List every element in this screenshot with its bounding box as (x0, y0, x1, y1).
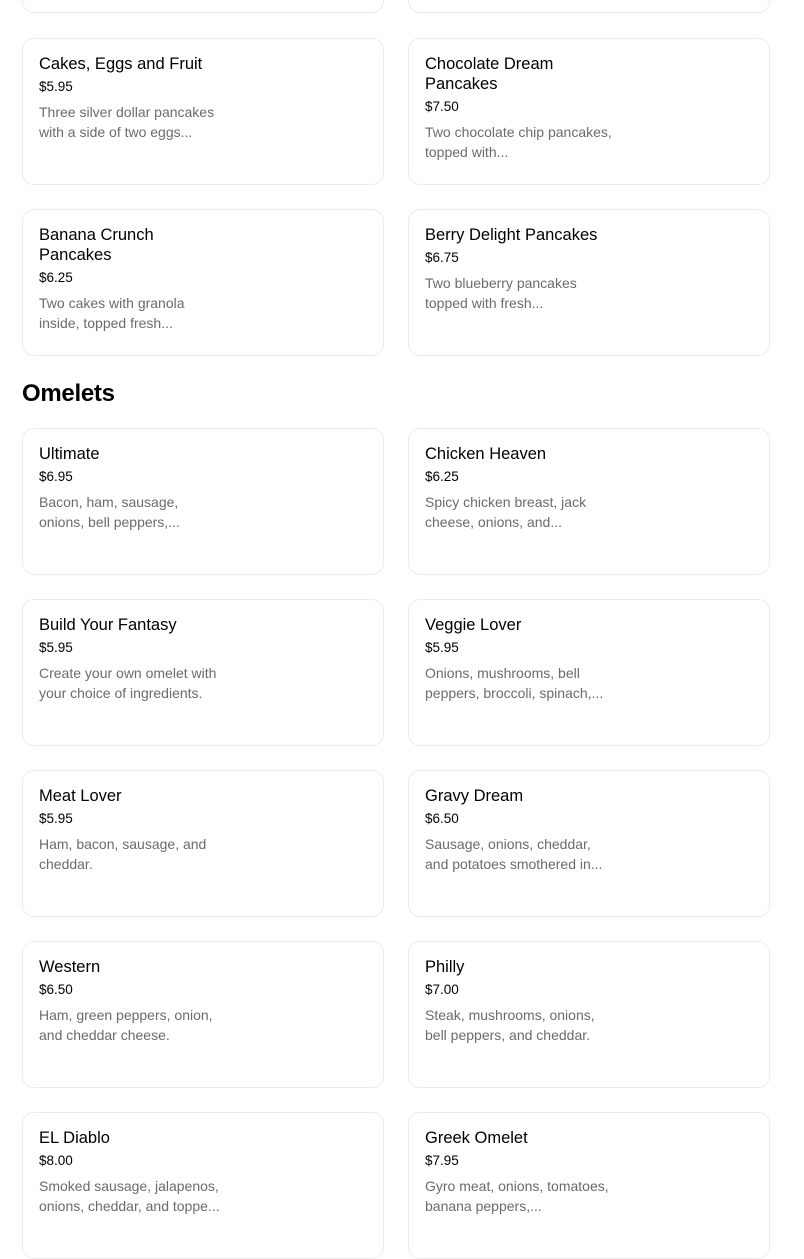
menu-item-description: Sausage, onions, cheddar, and potatoes smothered in... (425, 836, 603, 872)
menu-item-description: Create your own omelet with your choice of ingredients. (39, 665, 217, 701)
menu-item-name: Philly (425, 958, 465, 976)
menu-item-price: $6.25 (425, 469, 459, 484)
menu-item-card-partial[interactable] (22, 0, 384, 13)
menu-item-price: $7.50 (425, 99, 459, 114)
menu-item-price: $6.50 (425, 811, 459, 826)
menu-item-description: Ham, bacon, sausage, and cheddar. (39, 836, 207, 872)
menu-item-name: Banana Crunch Pancakes (39, 226, 154, 264)
menu-item-card[interactable] (408, 38, 770, 185)
menu-item-price: $6.25 (39, 270, 73, 285)
menu-item-price: $5.95 (39, 79, 73, 94)
menu-item-name: Western (39, 958, 101, 976)
menu-item-price: $7.95 (425, 1153, 459, 1168)
menu-item-description: Two cakes with granola inside, topped fresh... (39, 295, 185, 331)
menu-item-description: Two chocolate chip pancakes, topped with... (425, 124, 612, 160)
menu-item-description: Bacon, ham, sausage, onions, bell peppers,... (39, 494, 180, 530)
menu-item-price: $6.75 (425, 250, 459, 265)
menu-item-price: $8.00 (39, 1153, 73, 1168)
menu-item-card[interactable] (408, 1112, 770, 1259)
menu-item-name: Veggie Lover (425, 616, 522, 634)
menu-item-description: Three silver dollar pancakes with a side of two eggs... (39, 104, 215, 140)
menu-item-name: Gravy Dream (425, 787, 524, 805)
menu-item-card[interactable] (22, 941, 384, 1088)
menu-item-price: $5.95 (39, 811, 73, 826)
menu-item-description: Onions, mushrooms, bell peppers, broccoli, spinach,... (425, 665, 604, 701)
menu-item-name: Ultimate (39, 445, 100, 463)
menu-item-name: EL Diablo (39, 1129, 110, 1147)
menu-item-price: $5.95 (39, 640, 73, 655)
menu-item-description: Ham, green peppers, onion, and cheddar cheese. (39, 1007, 213, 1043)
menu-item-description: Two blueberry pancakes topped with fresh... (425, 275, 577, 311)
menu-item-price: $7.00 (425, 982, 459, 997)
menu-item-description: Smoked sausage, jalapenos, onions, cheddar, and toppe... (39, 1178, 220, 1214)
menu-item-name: Berry Delight Pancakes (425, 226, 598, 244)
menu-item-card[interactable] (22, 209, 384, 356)
menu-item-card[interactable] (408, 428, 770, 575)
menu-item-price: $5.95 (425, 640, 459, 655)
menu-item-card[interactable] (22, 428, 384, 575)
menu-item-card[interactable] (22, 770, 384, 917)
menu-item-card[interactable] (408, 941, 770, 1088)
menu-item-name: Build Your Fantasy (39, 616, 177, 634)
menu-item-price: $6.95 (39, 469, 73, 484)
menu-item-name: Cakes, Eggs and Fruit (39, 55, 203, 73)
menu-item-card[interactable] (408, 599, 770, 746)
menu-item-card[interactable] (408, 209, 770, 356)
menu-item-name: Meat Lover (39, 787, 122, 805)
menu-item-description: Spicy chicken breast, jack cheese, onions, and... (425, 494, 587, 530)
menu-item-card[interactable] (22, 38, 384, 185)
menu-item-description: Steak, mushrooms, onions, bell peppers, and cheddar. (425, 1007, 595, 1043)
menu-item-price: $6.50 (39, 982, 73, 997)
menu-item-name: Chicken Heaven (425, 445, 547, 463)
menu-item-name: Greek Omelet (425, 1129, 528, 1147)
menu-item-card-partial[interactable] (408, 0, 770, 13)
menu-item-name: Chocolate Dream Pancakes (425, 55, 554, 93)
menu-item-description: Gyro meat, onions, tomatoes, banana peppers,... (425, 1178, 609, 1214)
menu-item-card[interactable] (22, 1112, 384, 1259)
section-title-omelets: Omelets (22, 380, 115, 407)
menu-item-card[interactable] (408, 770, 770, 917)
menu-item-card[interactable] (22, 599, 384, 746)
